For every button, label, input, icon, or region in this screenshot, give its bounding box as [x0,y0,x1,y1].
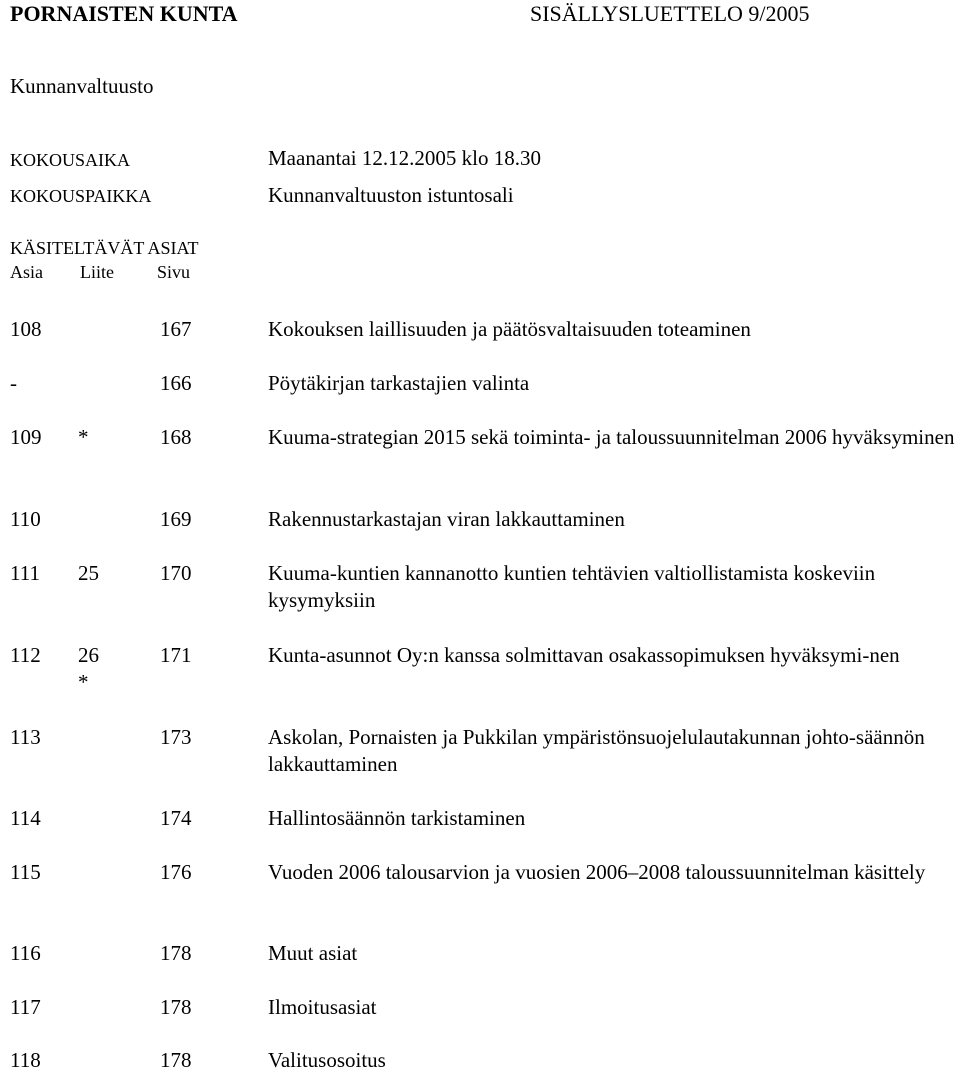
document-label: SISÄLLYSLUETTELO 9/2005 [530,1,810,26]
item-page: 173 [160,725,192,749]
item-page: 170 [160,561,192,585]
item-number: 113 [10,725,41,749]
item-page: 171 [160,643,192,667]
item-attachment-mark: * [78,670,89,694]
meeting-time-label: KOKOUSAIKA [10,150,130,170]
item-page: 168 [160,425,192,449]
item-title: Kuuma-kuntien kannanotto kuntien tehtävien valtiollistamista koskeviin kysymyksiin [268,561,876,612]
item-page: 178 [160,995,192,1019]
item-title: Hallintosäännön tarkistaminen [268,806,526,830]
item-number: 111 [10,561,40,585]
item-page: 167 [160,317,192,341]
agenda-section-title: KÄSITELTÄVÄT ASIAT [10,238,199,258]
item-title: Pöytäkirjan tarkastajien valinta [268,371,530,395]
item-page: 176 [160,860,192,884]
item-attachment: 26 [78,643,99,667]
item-number: 108 [10,317,42,341]
item-title: Ilmoitusasiat [268,995,377,1019]
meeting-place-value: Kunnanvaltuuston istuntosali [268,183,514,207]
item-number: 117 [10,995,41,1019]
item-attachment: * [78,425,89,449]
item-page: 169 [160,507,192,531]
item-title: Vuoden 2006 talousarvion ja vuosien 2006–2008 taloussuunnitelman käsittely [268,860,926,884]
item-title: Askolan, Pornaisten ja Pukkilan ympäristönsuojelulautakunnan johto-säännön lakkauttaminen [268,725,925,776]
column-header-liite: Liite [80,262,114,282]
item-number: 114 [10,806,41,830]
item-number: 110 [10,507,41,531]
item-title: Valitusosoitus [268,1048,386,1072]
item-number: 109 [10,425,42,449]
item-title: Muut asiat [268,941,358,965]
council-name: Kunnanvaltuusto [10,74,154,98]
item-title: Kunta-asunnot Oy:n kanssa solmittavan osakassopimuksen hyväksymi-nen [268,643,900,667]
item-page: 174 [160,806,192,830]
column-header-asia: Asia [10,262,43,282]
item-number: 115 [10,860,41,884]
item-attachment: 25 [78,561,99,585]
item-title: Kuuma-strategian 2015 sekä toiminta- ja taloussuunnitelman 2006 hyväksyminen [268,425,955,449]
item-title: Kokouksen laillisuuden ja päätösvaltaisuuden toteaminen [268,317,751,341]
item-number: 116 [10,941,41,965]
item-page: 178 [160,1048,192,1072]
column-header-sivu: Sivu [157,262,191,282]
item-title: Rakennustarkastajan viran lakkauttaminen [268,507,625,531]
municipality-name: PORNAISTEN KUNTA [10,1,238,26]
meeting-place-label: KOKOUSPAIKKA [10,186,152,206]
item-page: 166 [160,371,192,395]
item-number: - [10,371,17,395]
meeting-time-value: Maanantai 12.12.2005 klo 18.30 [268,146,541,170]
item-number: 112 [10,643,41,667]
item-number: 118 [10,1048,41,1072]
item-page: 178 [160,941,192,965]
